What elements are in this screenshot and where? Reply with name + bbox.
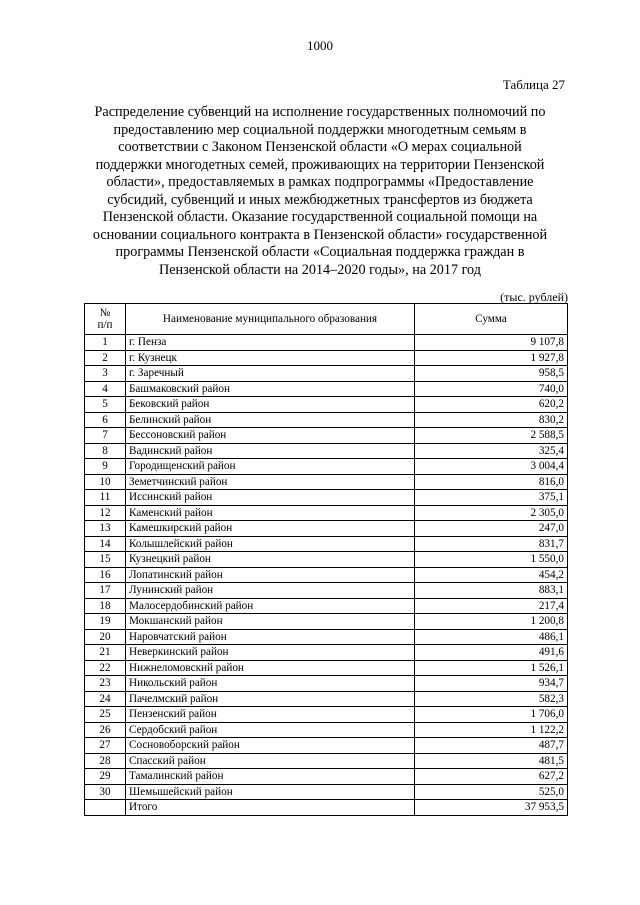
row-number-cell: 9 [85,459,126,475]
row-number-cell: 24 [85,691,126,707]
table-row [85,769,568,785]
row-number-cell: 26 [85,722,126,738]
row-sum-cell: 831,7 [415,536,568,552]
title-line: предоставлению мер социальной поддержки многодетным семьям в [113,121,527,138]
row-name-cell: г. Пенза [126,335,415,351]
row-sum-cell: 2 588,5 [415,428,568,444]
row-number-cell: 3 [85,366,126,382]
row-name-cell: Неверкинский район [126,645,415,661]
row-name-cell: Спасский район [126,753,415,769]
row-number-cell: 29 [85,769,126,785]
table-row [85,335,568,351]
row-sum-cell: 816,0 [415,474,568,490]
row-number-cell: 5 [85,397,126,413]
table-row [85,660,568,676]
row-number-cell [85,800,126,816]
table-row [85,536,568,552]
row-name-cell: Сосновоборский район [126,738,415,754]
table-row [85,784,568,800]
row-name-cell: Иссинский район [126,490,415,506]
row-sum-cell: 934,7 [415,676,568,692]
title-line: Пензенской области. Оказание государственной социальной помощи на [102,209,538,225]
row-name-cell: г. Заречный [126,366,415,382]
title-line: субсидий, субвенций и иных межбюджетных трансфертов из бюджета [107,191,533,208]
row-number-cell: 12 [85,505,126,521]
header-number [85,304,126,335]
table-row [85,521,568,537]
table-row [85,707,568,723]
row-name-cell: Лопатинский район [126,567,415,583]
row-number-cell: 8 [85,443,126,459]
row-sum-cell: 525,0 [415,784,568,800]
row-sum-cell: 958,5 [415,366,568,382]
total-row [85,800,568,816]
row-number-cell: 16 [85,567,126,583]
row-name-cell: Земетчинский район [126,474,415,490]
row-sum-cell: 375,1 [415,490,568,506]
title-line: области», предоставляемых в рамках подпрограммы «Предоставление [106,174,534,190]
table-row [85,428,568,444]
row-number-cell: 14 [85,536,126,552]
table-row [85,753,568,769]
row-number-cell: 20 [85,629,126,645]
row-name-cell: Никольский район [126,676,415,692]
row-name-cell: Каменский район [126,505,415,521]
row-name-cell: Колышлейский район [126,536,415,552]
table-row [85,505,568,521]
row-sum-cell: 37 953,5 [415,800,568,816]
row-number-cell: 7 [85,428,126,444]
table-row [85,459,568,475]
row-sum-cell: 740,0 [415,381,568,397]
row-sum-cell: 454,2 [415,567,568,583]
title-line: Распределение субвенций на исполнение государственных полномочий по [94,104,546,120]
row-name-cell: Мокшанский район [126,614,415,630]
row-number-cell: 6 [85,412,126,428]
row-sum-cell: 481,5 [415,753,568,769]
title-line: Пензенской области на 2014–2020 годы», на 2017 год [159,261,481,278]
row-name-cell: Белинский район [126,412,415,428]
row-name-cell: Бессоновский район [126,428,415,444]
row-name-cell: Вадинский район [126,443,415,459]
row-name-cell: Городищенский район [126,459,415,475]
row-sum-cell: 486,1 [415,629,568,645]
row-name-cell: Нижнеломовский район [126,660,415,676]
row-name-cell: Шемышейский район [126,784,415,800]
table-row [85,443,568,459]
table-row [85,738,568,754]
header-number-line2: п/п [97,319,113,331]
row-sum-cell: 620,2 [415,397,568,413]
row-sum-cell: 883,1 [415,583,568,599]
row-sum-cell: 2 305,0 [415,505,568,521]
row-sum-cell: 325,4 [415,443,568,459]
title-line: поддержки многодетных семей, проживающих на территории Пензенской [95,156,545,173]
row-number-cell: 22 [85,660,126,676]
row-number-cell: 25 [85,707,126,723]
row-name-cell: Пачелмский район [126,691,415,707]
table-row [85,567,568,583]
table-row [85,552,568,568]
row-sum-cell: 627,2 [415,769,568,785]
title-line: соответствии с Законом Пензенской области «О мерах социальной [118,139,522,155]
row-number-cell: 11 [85,490,126,506]
row-name-cell: Малосердобинский район [126,598,415,614]
row-name-cell: г. Кузнецк [126,350,415,366]
header-sum: Сумма [415,304,568,335]
row-number-cell: 15 [85,552,126,568]
row-number-cell: 10 [85,474,126,490]
row-sum-cell: 1 550,0 [415,552,568,568]
row-name-cell: Наровчатский район [126,629,415,645]
table-row [85,381,568,397]
row-name-cell: Тамалинский район [126,769,415,785]
table-row [85,583,568,599]
table-row [85,397,568,413]
table-row [85,366,568,382]
row-sum-cell: 217,4 [415,598,568,614]
table-label: Таблица 27 [502,77,565,92]
row-number-cell: 28 [85,753,126,769]
row-number-cell: 13 [85,521,126,537]
title-line: основании социального контракта в Пензенской области» государственной [92,226,548,243]
row-number-cell: 17 [85,583,126,599]
table-row [85,350,568,366]
row-number-cell: 2 [85,350,126,366]
row-number-cell: 27 [85,738,126,754]
table-row [85,676,568,692]
row-sum-cell: 9 107,8 [415,335,568,351]
row-sum-cell: 3 004,4 [415,459,568,475]
row-sum-cell: 830,2 [415,412,568,428]
page-number: 1000 [307,38,333,53]
row-sum-cell: 491,6 [415,645,568,661]
row-name-cell: Сердобский район [126,722,415,738]
title-line: программы Пензенской области «Социальная поддержка граждан в [115,244,525,260]
row-name-cell: Итого [126,800,415,816]
row-sum-cell: 1 526,1 [415,660,568,676]
table-header-row [85,304,568,335]
table-row [85,412,568,428]
table-row [85,614,568,630]
row-number-cell: 1 [85,335,126,351]
row-sum-cell: 1 927,8 [415,350,568,366]
document-title [70,104,570,279]
row-sum-cell: 582,3 [415,691,568,707]
table-row [85,629,568,645]
row-sum-cell: 1 122,2 [415,722,568,738]
header-number-line1: № [99,306,111,319]
row-name-cell: Бековский район [126,397,415,413]
table-row [85,490,568,506]
row-name-cell: Лунинский район [126,583,415,599]
table-row [85,722,568,738]
row-name-cell: Пензенский район [126,707,415,723]
units-label: (тыс. рублей) [500,290,568,304]
row-sum-cell: 247,0 [415,521,568,537]
table-row [85,474,568,490]
row-name-cell: Башмаковский район [126,381,415,397]
subvention-table [84,303,568,816]
table-row [85,645,568,661]
row-sum-cell: 1 200,8 [415,614,568,630]
table-row [85,598,568,614]
table-body [85,335,568,816]
row-number-cell: 4 [85,381,126,397]
row-number-cell: 19 [85,614,126,630]
row-name-cell: Камешкирский район [126,521,415,537]
row-number-cell: 21 [85,645,126,661]
row-number-cell: 18 [85,598,126,614]
header-name: Наименование муниципального образования [126,304,415,335]
row-sum-cell: 1 706,0 [415,707,568,723]
table-row [85,691,568,707]
row-name-cell: Кузнецкий район [126,552,415,568]
row-sum-cell: 487,7 [415,738,568,754]
row-number-cell: 23 [85,676,126,692]
row-number-cell: 30 [85,784,126,800]
